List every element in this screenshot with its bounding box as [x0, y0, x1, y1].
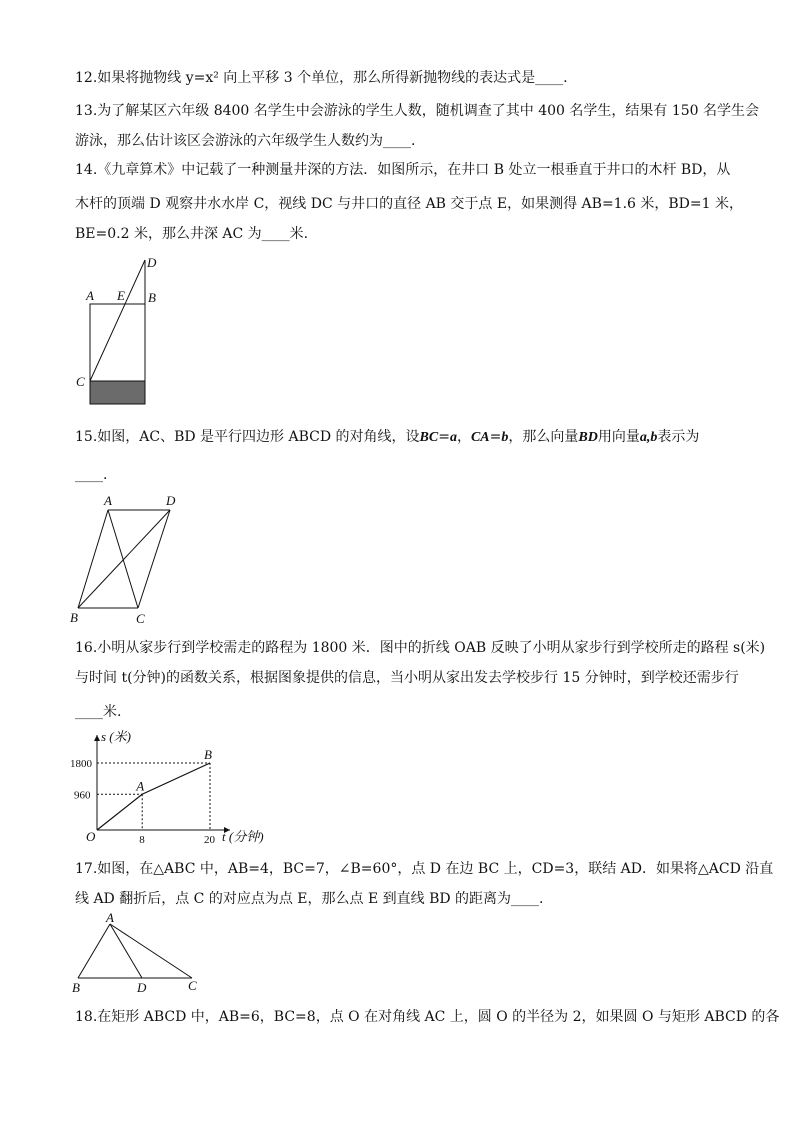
q15-text-post: 用向量 [597, 429, 640, 445]
label-e: E [117, 288, 125, 303]
side-ac [110, 924, 192, 978]
label-o: O [86, 829, 96, 844]
label-d: D [147, 255, 157, 270]
q16-line1: 16.小明从家步行到学校需走的路程为 1800 米．图中的折线 OAB 反映了小明从家步行到学校所走的路程 s(米) [75, 640, 766, 656]
q15-eq2: = [489, 429, 502, 445]
q14-well-figure [70, 252, 180, 412]
guide-lines [97, 763, 210, 830]
sightline-dc [90, 260, 145, 381]
q15-text-mid: ，那么向量 [508, 429, 579, 445]
label-a: A [106, 910, 114, 925]
label-b: B [72, 980, 80, 995]
label-b: B [70, 610, 78, 625]
q14-line3: BE=0.2 米，那么井深 AC 为____米. [75, 226, 309, 242]
label-a: A [104, 493, 112, 508]
y-tick-960: 960 [74, 789, 91, 802]
label-c: C [188, 978, 197, 993]
y-tick-1800: 1800 [70, 758, 92, 770]
q15-sep: ， [456, 429, 471, 445]
q15-line2: ____. [75, 467, 108, 483]
q15-line1 [75, 427, 699, 448]
segment-ad [110, 924, 142, 978]
q12-line1: 12.如果将抛物线 y=x² 向上平移 3 个单位，那么所得新抛物线的表达式是____. [75, 70, 568, 86]
x-tick-8: 8 [139, 834, 145, 846]
water-fill [90, 381, 145, 404]
edge-ab [78, 510, 108, 608]
q18-line1: 18.在矩形 ABCD 中，AB=6，BC=8，点 O 在对角线 AC 上，圆 O 的半径为 2，如果圆 O 与矩形 ABCD 的各 [75, 1009, 780, 1025]
q16-line3: ____米. [75, 704, 122, 720]
side-ab [78, 924, 110, 978]
diagonal-bd [78, 510, 170, 608]
q13-line1: 13.为了解某区六年级 8400 名学生中会游泳的学生人数，随机调查了其中 400 名学生，结果有 150 名学生会 [75, 103, 760, 119]
q15-parallelogram-figure [66, 492, 186, 627]
q16-line2: 与时间 t(分钟)的函数关系，根据图象提供的信息，当小明从家出发去学校步行 15 分钟时，到学校还需步行 [75, 670, 739, 686]
x-tick-20: 20 [204, 834, 215, 846]
q17-line2: 线 AD 翻折后，点 C 的对应点为点 E，那么点 E 到直线 BD 的距离为____. [75, 891, 544, 907]
vector-ca: CA [470, 430, 490, 445]
diagonal-ac [108, 510, 138, 608]
label-c: C [136, 611, 145, 626]
label-c: C [76, 374, 85, 389]
point-label-b: B [204, 747, 212, 762]
q13-line2: 游泳，那么估计该区会游泳的六年级学生人数约为____. [75, 133, 416, 149]
vector-ab: a,b [639, 430, 658, 445]
q15-text-pre: 15.如图，AC、BD 是平行四边形 ABCD 的对角线，设 [75, 429, 420, 445]
edge-cd [138, 510, 170, 608]
label-b: B [148, 290, 156, 305]
vector-a: a [449, 430, 457, 445]
point-label-a: A [136, 778, 145, 794]
q16-distance-time-chart [70, 725, 270, 847]
vector-bd: BD [578, 430, 598, 445]
q15-text-end: 表示为 [657, 429, 700, 445]
q15-eq1: = [438, 429, 450, 445]
x-axis-label: t (分钟) [222, 829, 264, 844]
series-line [97, 763, 210, 830]
q17-line1: 17.如图，在△ABC 中，AB=4，BC=7，∠B=60°，点 D 在边 BC 上，CD=3，联结 AD．如果将△ACD 沿直 [75, 861, 774, 877]
label-d: D [137, 980, 147, 995]
label-a: A [86, 288, 94, 303]
point-labels [135, 747, 212, 793]
label-d: D [166, 493, 176, 508]
vector-b: b [501, 430, 509, 445]
vector-bc: BC [419, 430, 439, 445]
q17-triangle-figure [70, 910, 210, 995]
q14-line2: 木杆的顶端 D 观察井水水岸 C，视线 DC 与井口的直径 AB 交于点 E，如果测得 AB=1.6 米，BD=1 米， [75, 196, 743, 212]
q14-line1: 14.《九章算术》中记载了一种测量井深的方法．如图所示，在井口 B 处立一根垂直于井口的木杆 BD，从 [75, 162, 731, 178]
y-axis-label: s (米) [101, 729, 131, 744]
